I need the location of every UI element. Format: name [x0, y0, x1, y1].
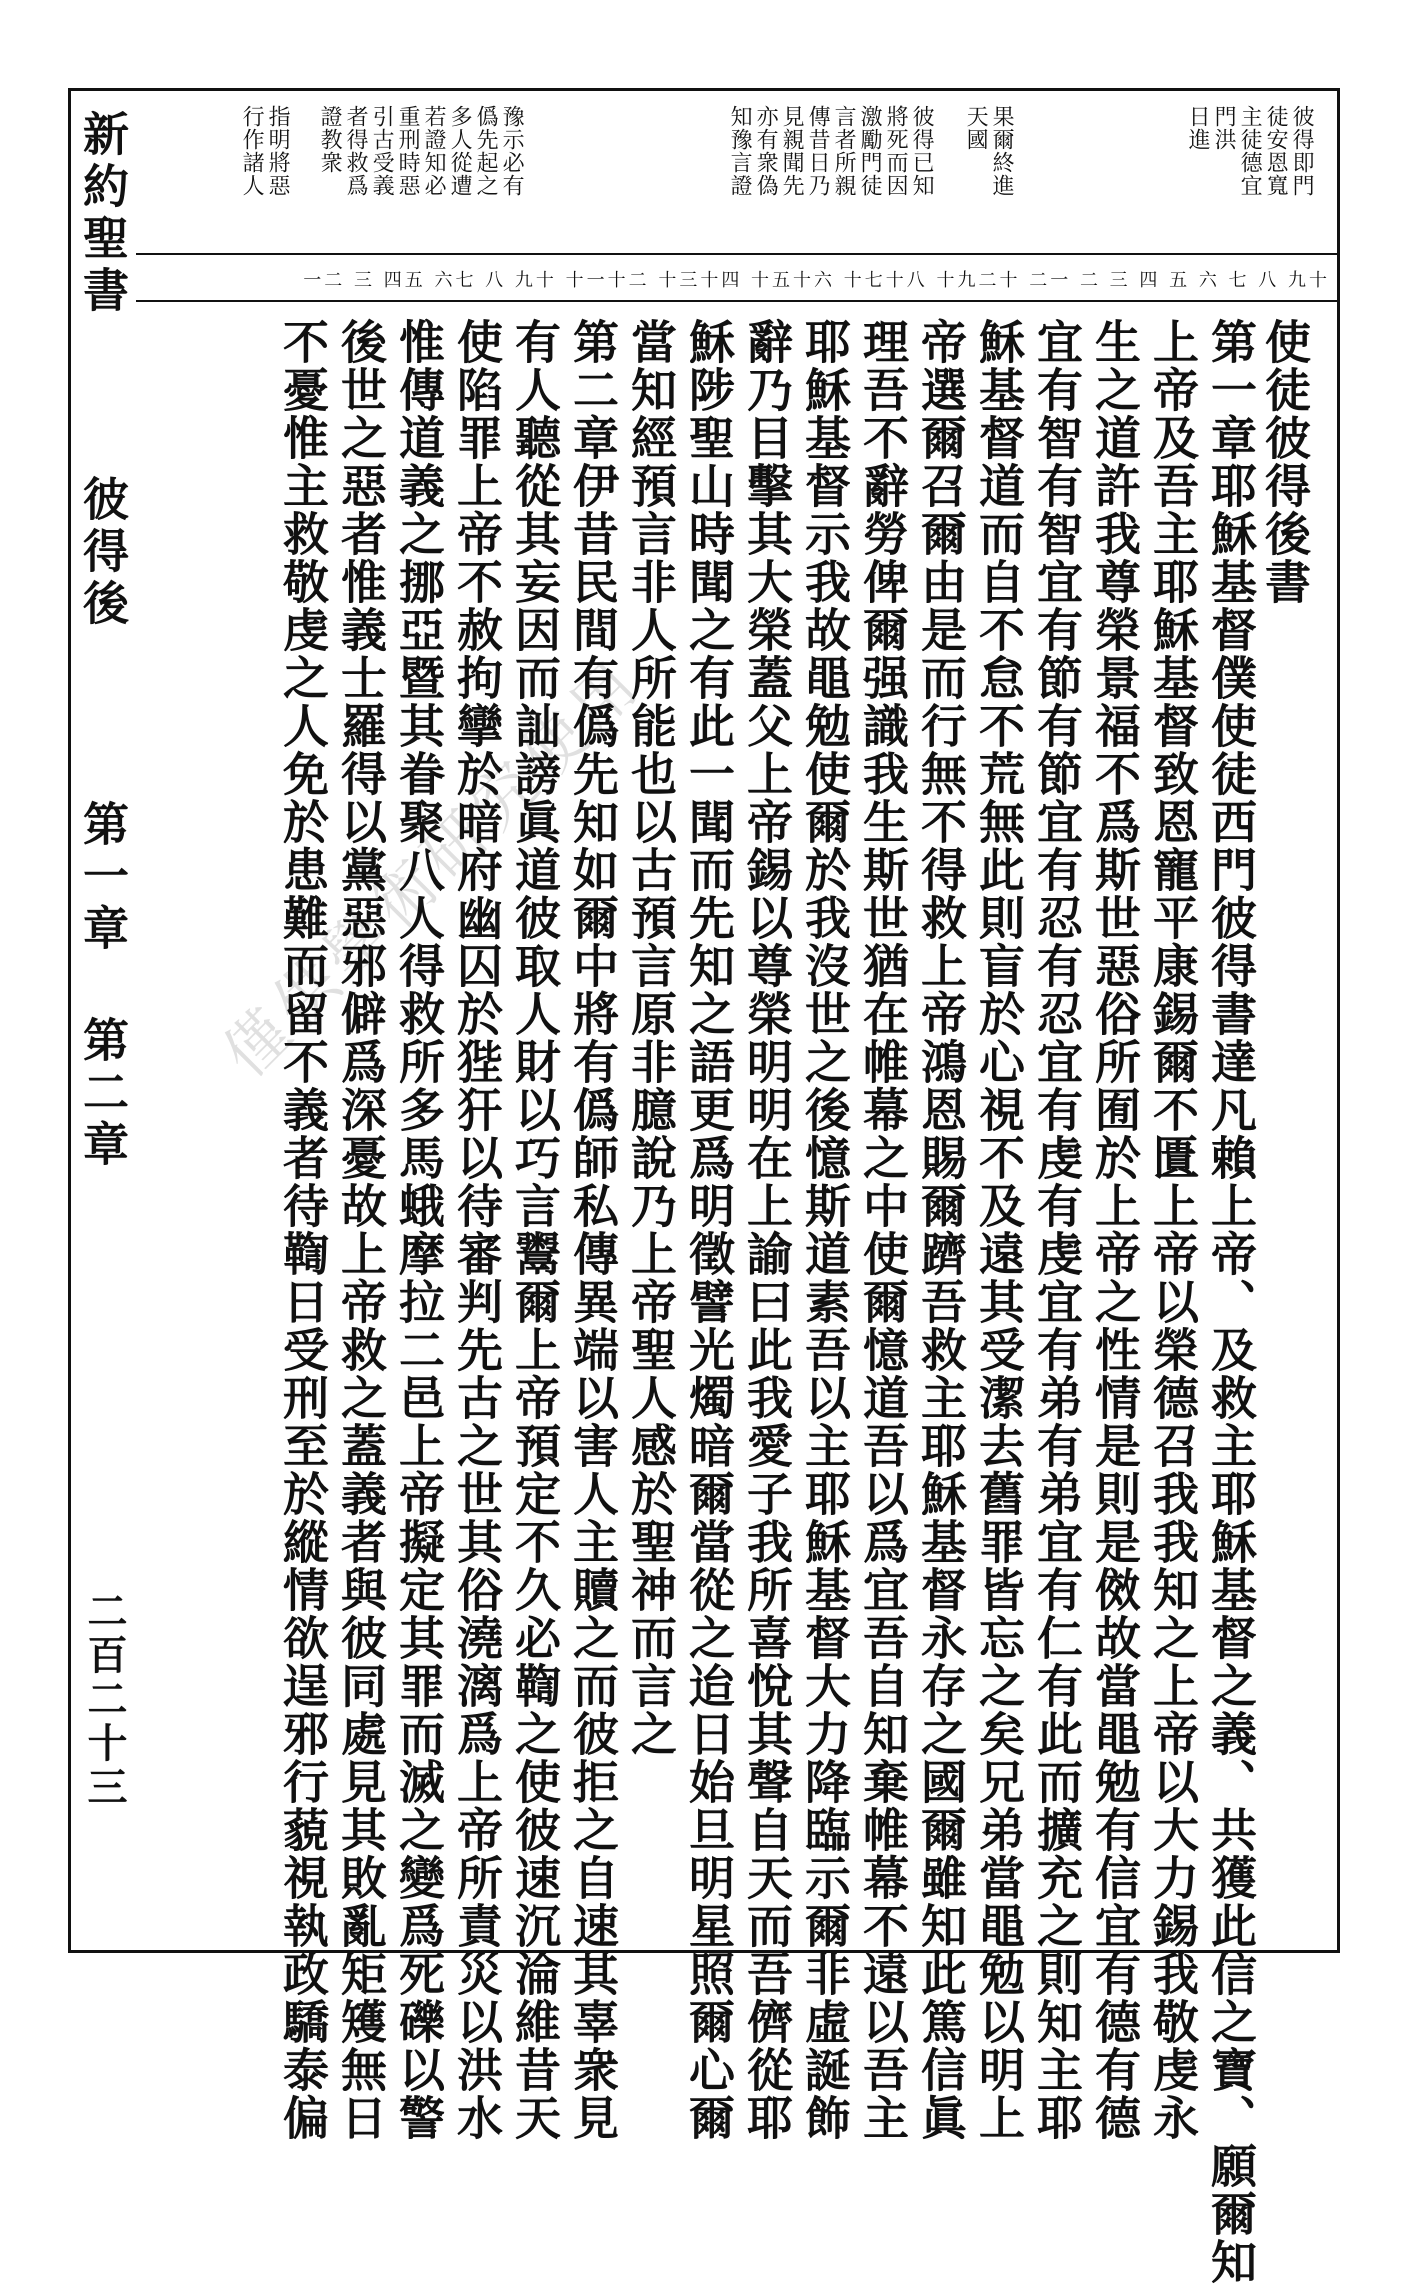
- note-column: 徒安恩寬: [1263, 105, 1289, 197]
- verse-column: 不憂惟主救敬虔之人免於患難而留不義者待鞫日受刑至於縱情欲逞邪行藐視執政驕泰偏: [276, 318, 330, 2142]
- verse-column: 生之道許我尊榮景福不爲斯世惡俗所囿於上帝之性情是則是傚故當黽勉有信宜有德有德: [1088, 318, 1142, 2142]
- verse-column: 穌陟聖山時聞之有此一聞而先知之語更爲明徵譬光燭暗爾當從之迨日始旦明星照爾心爾: [682, 318, 736, 2142]
- verse-column: 當知經預言非人所能也以古預言原非臆說乃上帝聖人感於聖神而言之: [624, 318, 678, 1758]
- verse-column: 耶穌基督示我故黽勉使爾於我沒世之後憶斯道素吾以主耶穌基督大力降臨示爾非虛誕飾: [798, 318, 852, 2142]
- note-column: 知豫言證: [727, 105, 753, 197]
- note-column: 亦有衆偽: [753, 105, 779, 197]
- note-column: 彼得即門: [1289, 105, 1315, 197]
- note-column: 行作諸人: [239, 105, 265, 197]
- page-number: 二百二十三: [81, 1590, 128, 1810]
- verse-column: 辭乃目擊其大榮蓋父上帝錫以尊榮明明在上諭曰此我愛子我所喜悅其聲自天而吾儕從耶: [740, 318, 794, 2142]
- note-column: 日進: [1185, 105, 1211, 151]
- verse-column: 理吾不辭勞俾爾强識我生斯世猶在帷幕之中使爾憶道吾以爲宜吾自知棄帷幕不遠以吾主: [856, 318, 910, 2142]
- note-column: 見親聞先: [779, 105, 805, 197]
- book-title: 新約聖書: [76, 110, 130, 318]
- note-column: 重刑時惡: [395, 105, 421, 197]
- note-column: 引古受義: [369, 105, 395, 197]
- note-column: 僞先起之: [473, 105, 499, 197]
- note-column: 多人從遭: [447, 105, 473, 197]
- verse-column: 上帝及吾主耶穌基督致恩寵平康錫爾不匱上帝以榮德召我我知之上帝以大力錫我敬虔永: [1146, 318, 1200, 2142]
- verse-column: 後世之惡者惟義士羅得以黨惡邪僻爲深憂故上帝救之蓋義者與彼同處見其敗亂矩矱無日: [334, 318, 388, 2142]
- note-column: 若證知必: [421, 105, 447, 197]
- verse-number-divider-line: [136, 300, 1340, 302]
- section-title: 彼得後: [76, 475, 130, 631]
- note-column: 指明將惡: [265, 105, 291, 197]
- note-column: 豫示必有: [499, 105, 525, 197]
- note-column: 主徒德宜: [1237, 105, 1263, 197]
- verse-column: 宜有智有智宜有節有節宜有忍有忍宜有虔有虔宜有弟有弟宜有仁有此而擴充之則知主耶: [1030, 318, 1084, 2142]
- note-column: 言者所親: [831, 105, 857, 197]
- chapter-range: 第一章 第二章: [76, 800, 130, 1172]
- note-column: 將死而因: [883, 105, 909, 197]
- note-column: 門洪: [1211, 105, 1237, 151]
- note-column: 證教衆: [317, 105, 343, 174]
- note-column: 者得救爲: [343, 105, 369, 197]
- watermark-text: 僅供學術研究使用: [209, 643, 657, 1091]
- note-column: 彼得已知: [909, 105, 935, 197]
- note-column: 果爾終進: [989, 105, 1015, 197]
- verse-number-row: 一二 三 四五 六七 八 九十 十一十二 十三十四 十五十六 十七十八 十九二十 二一 二 三 四 五 六 七 八 九十: [303, 270, 1330, 291]
- verse-column: 使陷罪上帝不赦拘攣於暗府幽囚於狴犴以待審判先古之世其俗澆漓爲上帝所責災以洪水: [450, 318, 504, 2142]
- note-column: 天國: [963, 105, 989, 151]
- note-column: 傳昔日乃: [805, 105, 831, 197]
- verse-column: 第二章伊昔民間有僞先知如爾中將有僞師私傳異端以害人主贖之而彼拒之自速其辜衆見: [566, 318, 620, 2142]
- verse-column: 帝選爾召爾由是而行無不得救上帝鴻恩賜爾躋吾救主耶穌基督永存之國爾雖知此篤信眞: [914, 318, 968, 2142]
- verse-column: 第一章耶穌基督僕使徒西門彼得書達凡賴上帝、及救主耶穌基督之義、共獲此信之寶、願爾知: [1204, 318, 1258, 2286]
- verse-column: 有人聽從其妄因而訕謗眞道彼取人財以巧言鬻爾上帝預定不久必鞫之使彼速沉淪維昔天: [508, 318, 562, 2142]
- verse-column: 惟傳道義之挪亞暨其眷聚八人得救所多馬蛾摩拉二邑上帝擬定其罪而滅之變爲死礫以警: [392, 318, 446, 2142]
- verse-column: 穌基督道而自不怠不荒無此則盲於心視不及遠其受潔去舊罪皆忘之矣兄弟當黽勉以明上: [972, 318, 1026, 2142]
- notes-divider-line: [136, 253, 1340, 255]
- note-column: 激勵門徒: [857, 105, 883, 197]
- book-heading: 使徒彼得後書: [1258, 318, 1312, 606]
